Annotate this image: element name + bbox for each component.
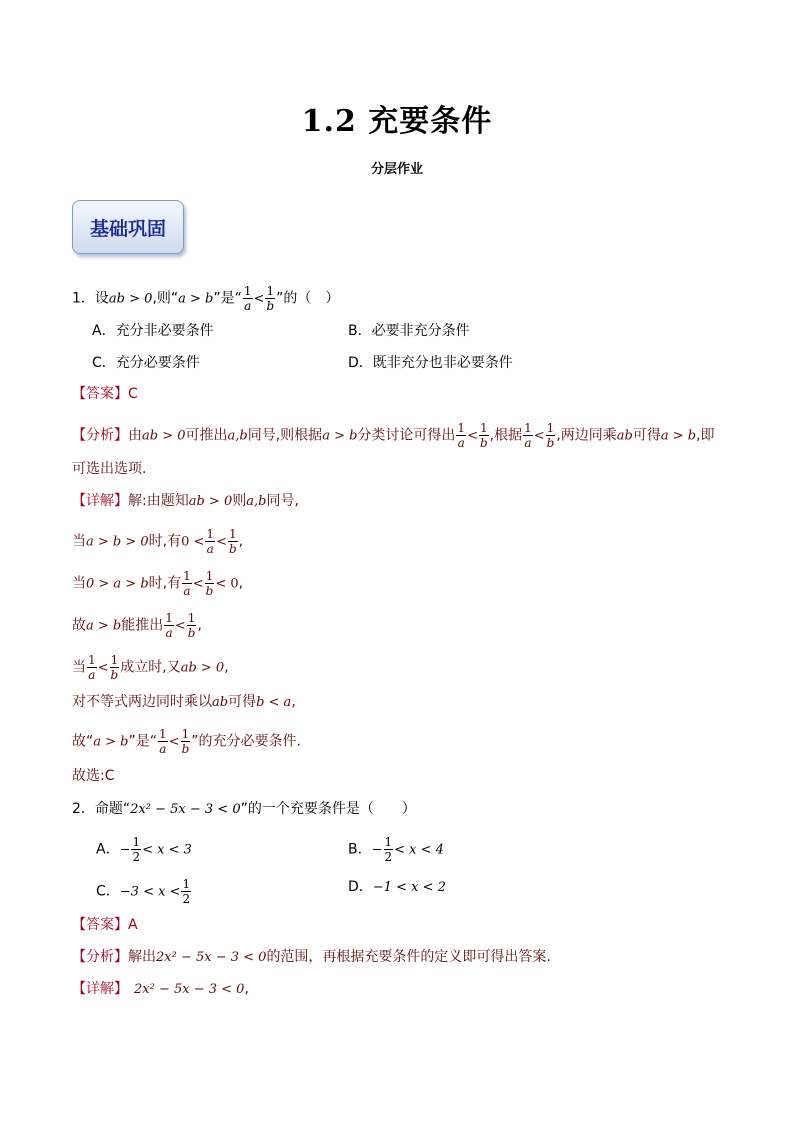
q1-detail-5: 当 $\frac{1}{a}$ < $\frac{1}{b}$ 成立时,又ab > 0, bbox=[72, 653, 229, 682]
q1-analysis-cont: 可选出选项. bbox=[72, 461, 147, 477]
q1-detail-8: 故选:C bbox=[72, 768, 115, 784]
q2-option-a: A．− $\frac{1}{2}$ < x < 3 bbox=[96, 835, 192, 864]
page-title: 1.2 充要条件 bbox=[301, 104, 493, 139]
q1-detail-4: 故a > b能推出 $\frac{1}{a}$ < $\frac{1}{b}$ , bbox=[72, 611, 202, 640]
question-1-stem: 1．设ab > 0,则“a > b”是“ $\frac{1}{a}$ < $\frac{1}{b}$ ”的（ ） bbox=[72, 284, 340, 313]
q1-detail-2: 当a > b > 0时,有0 < $\frac{1}{a}$ < $\frac{1}{b}$ , bbox=[72, 527, 244, 556]
q1-detail-1: 【详解】解:由题知ab > 0则a,b同号, bbox=[72, 493, 299, 509]
q1-answer: 【答案】C bbox=[72, 386, 138, 402]
q1-option-a: A．充分非必要条件 bbox=[92, 323, 214, 339]
q2-answer: 【答案】A bbox=[72, 917, 138, 933]
q2-detail: 【详解】 2x² − 5x − 3 < 0, bbox=[72, 981, 249, 997]
question-2-stem: 2．命题“2x² − 5x − 3 < 0”的一个充要条件是（ ） bbox=[72, 801, 416, 817]
q2-option-c: C．−3 < x < $\frac{1}{2}$ bbox=[96, 877, 191, 906]
q2-analysis: 【分析】解出2x² − 5x − 3 < 0的范围，再根据充要条件的定义即可得出答案. bbox=[72, 949, 551, 965]
q1-option-d: D．既非充分也非必要条件 bbox=[348, 355, 513, 371]
section-badge bbox=[72, 200, 184, 254]
q2-option-d: D．−1 < x < 2 bbox=[348, 879, 446, 895]
q2-option-b: B．− $\frac{1}{2}$ < x < 4 bbox=[348, 835, 444, 864]
q1-option-b: B．必要非充分条件 bbox=[348, 323, 470, 339]
section-label: 基础巩固 bbox=[89, 217, 166, 240]
q1-detail-6: 对不等式两边同时乘以ab可得b < a, bbox=[72, 694, 296, 710]
q1-detail-7: 故“a > b”是“ $\frac{1}{a}$ < $\frac{1}{b}$ ”的充分必要条件. bbox=[72, 727, 301, 756]
page-subtitle: 分层作业 bbox=[370, 162, 423, 177]
q1-option-c: C．充分必要条件 bbox=[92, 355, 200, 371]
q1-detail-3: 当0 > a > b时,有 $\frac{1}{a}$ < $\frac{1}{b}$ < 0, bbox=[72, 569, 244, 598]
q1-analysis: 【分析】由ab > 0可推出a,b同号,则根据a > b分类讨论可得出 $\frac{1}{a}$ < $\frac{1}{b}$ ,根据 $\frac{1}{a}$ < $\frac{1}{b}$ ,两边同乘ab可得a > b,即 bbox=[72, 421, 715, 450]
